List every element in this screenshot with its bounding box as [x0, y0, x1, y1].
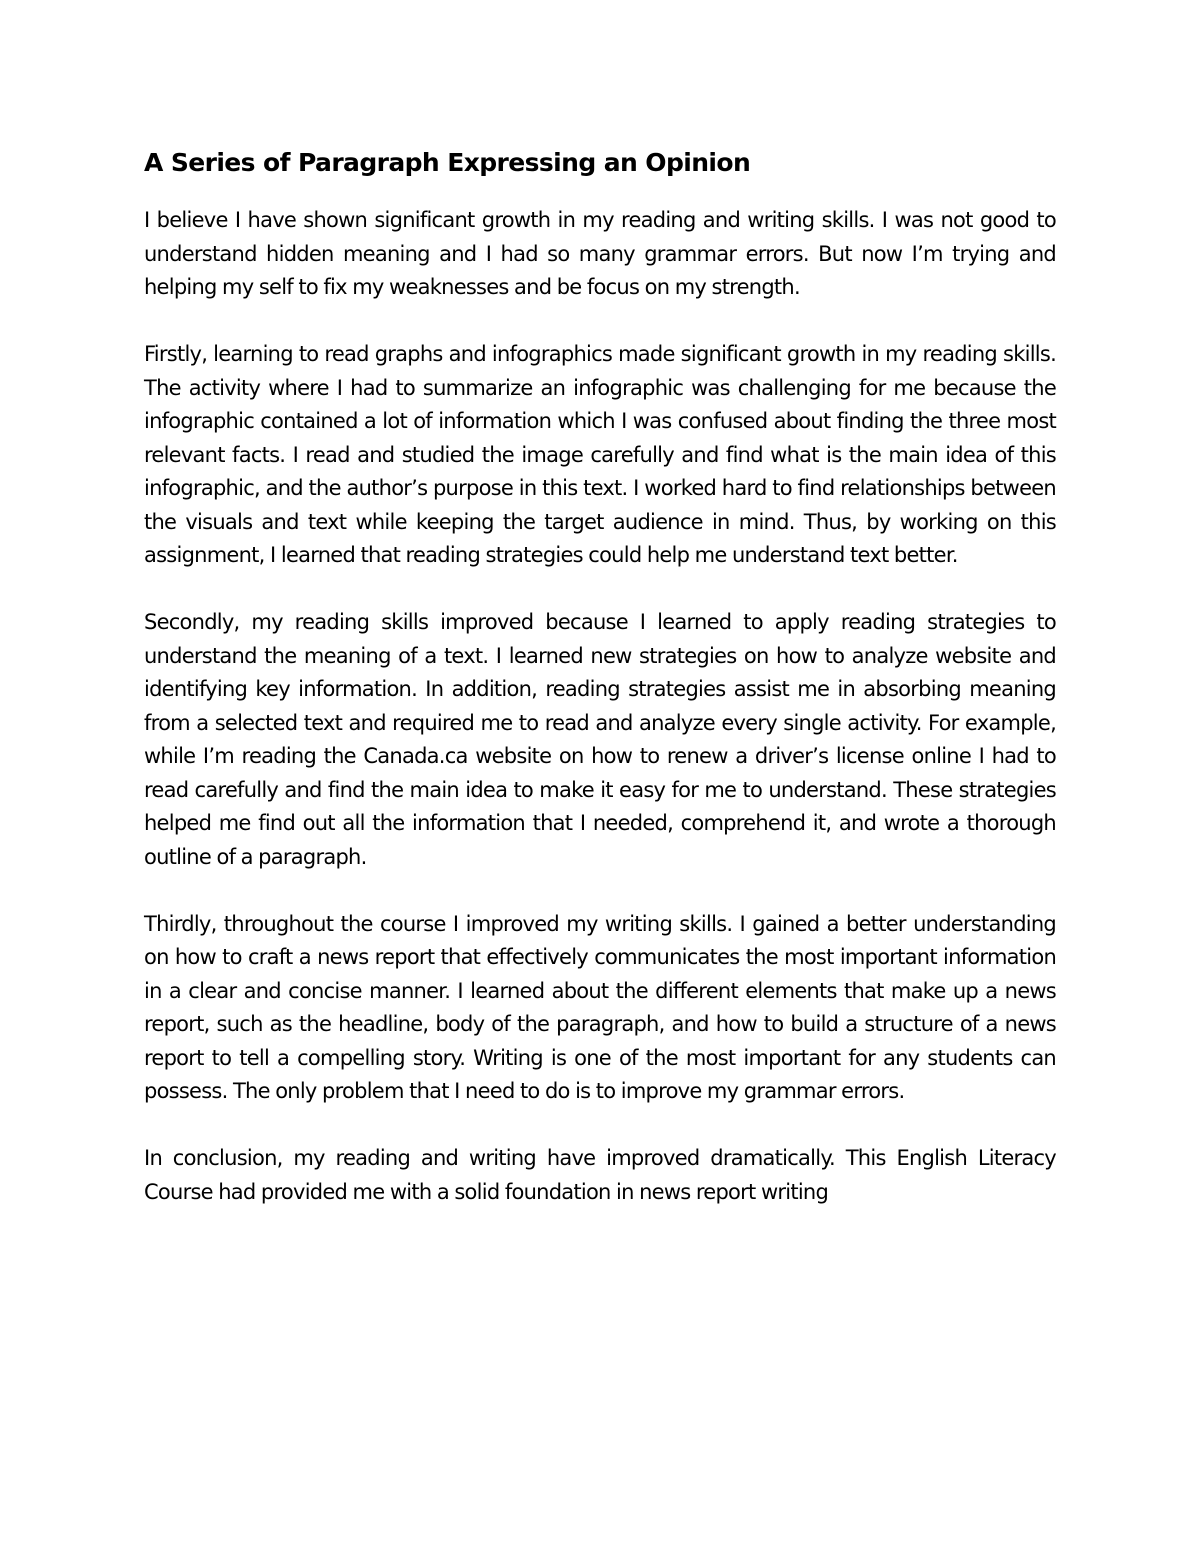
paragraph-introduction: I believe I have shown significant growth in my reading and writing skills. I was not good to understand hidden meaning and I had so many grammar errors. But now I’m trying and helping my self to fix my weaknesses and be focus on my strength.: [144, 208, 1056, 299]
paragraph-conclusion: In conclusion, my reading and writing have improved dramatically. This English Literacy Course had provided me with a solid foundation in news report writing: [144, 1146, 1056, 1204]
document-title: A Series of Paragraph Expressing an Opinion: [144, 148, 751, 177]
paragraph-secondly: Secondly, my reading skills improved because I learned to apply reading strategies to understand the meaning of a text. I learned new strategies on how to analyze website and identifying key information. In addition, reading strategies assist me in absorbing meaning from a selected text and required me to read and analyze every single activity. For example, while I’m reading the Canada.ca website on how to renew a driver’s license online I had to read carefully and find the main idea to make it easy for me to understand. These strategies helped me find out all the information that I needed, comprehend it, and wrote a thorough outline of a paragraph.: [144, 610, 1056, 869]
paragraph-thirdly: Thirdly, throughout the course I improved my writing skills. I gained a better understanding on how to craft a news report that effectively communicates the most important information in a clear and concise manner. I learned about the different elements that make up a news report, such as the headline, body of the paragraph, and how to build a structure of a news report to tell a compelling story. Writing is one of the most important for any students can possess. The only problem that I need to do is to improve my grammar errors.: [144, 911, 1056, 1103]
document-body: [144, 144, 1056, 1209]
paragraph-firstly: Firstly, learning to read graphs and infographics made significant growth in my reading skills. The activity where I had to summarize an infographic was challenging for me because the infographic contained a lot of information which I was confused about finding the three most relevant facts. I read and studied the image carefully and find what is the main idea of this infographic, and the author’s purpose in this text. I worked hard to find relationships between the visuals and text while keeping the target audience in mind. Thus, by working on this assignment, I learned that reading strategies could help me understand text better.: [144, 342, 1056, 567]
